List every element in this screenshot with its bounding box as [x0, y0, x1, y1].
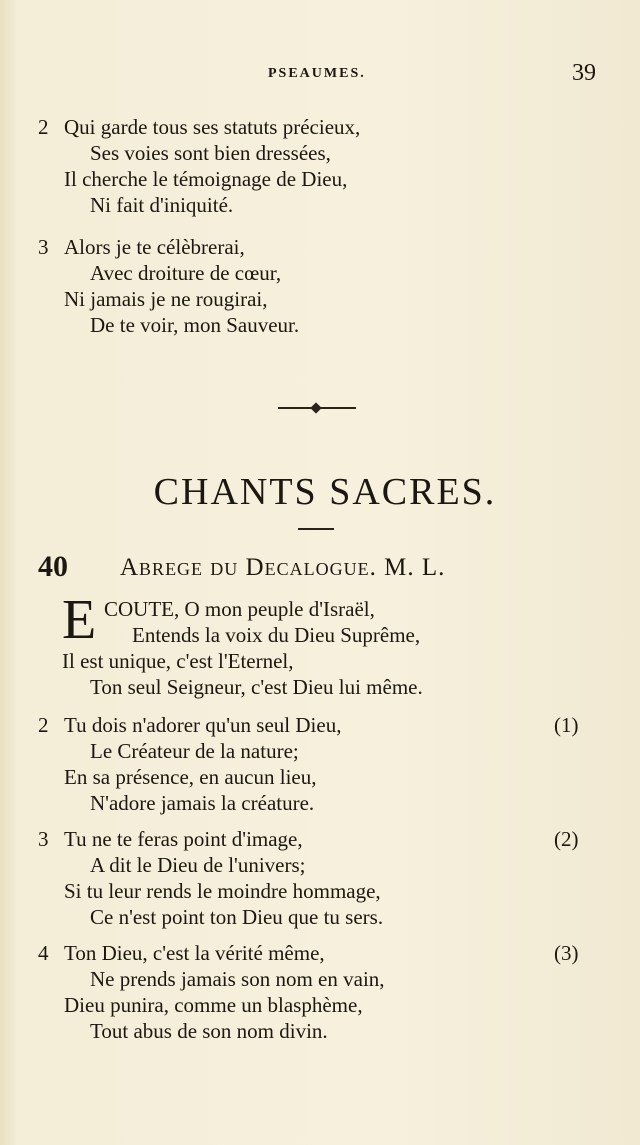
verse-line: Dieu punira, comme un blasphème, [64, 993, 363, 1017]
footnote-ref: (3) [554, 941, 579, 965]
page-number: 39 [572, 60, 596, 86]
running-head: PSEAUMES. [268, 66, 366, 81]
verse-line: Qui garde tous ses statuts précieux, [64, 115, 361, 139]
verse-line: Tu dois n'adorer qu'un seul Dieu, [64, 713, 342, 737]
verse-line: Ce n'est point ton Dieu que tu sers. [90, 905, 384, 929]
verse-line: Il cherche le témoignage de Dieu, [64, 167, 348, 191]
section-title: CHANTS SACRES. [153, 471, 497, 513]
verse-line: Ses voies sont bien dressées, [90, 141, 331, 165]
rule-ornament [310, 402, 321, 413]
verse-line: Alors je te célèbrerai, [64, 235, 245, 259]
verse-line: Ton Dieu, c'est la vérité même, [64, 941, 325, 965]
footnote-ref: (2) [554, 827, 579, 851]
verse-line: Entends la voix du Dieu Suprême, [132, 623, 421, 647]
verse-line: Avec droiture de cœur, [90, 261, 282, 285]
verse-line: Tu ne te feras point d'image, [64, 827, 303, 851]
stanza-number: 3 [38, 827, 49, 851]
section-rule [298, 528, 334, 530]
verse-line: N'adore jamais la créature. [90, 791, 315, 815]
psalm-stanza [38, 234, 299, 338]
verse-line: Il est unique, c'est l'Eternel, [62, 649, 294, 673]
hymn-stanza-first [62, 589, 423, 700]
stanza-number: 3 [38, 235, 49, 259]
verse-line: Si tu leur rends le moindre hommage, [64, 879, 381, 903]
stanza-number: 2 [38, 115, 49, 139]
verse-line: COUTE, O mon peuple d'Israël, [104, 597, 375, 621]
verse-line: Tout abus de son nom divin. [90, 1019, 328, 1043]
footnote-ref: (1) [554, 713, 579, 737]
verse-line: Ni fait d'iniquité. [90, 193, 234, 217]
verse-line: De te voir, mon Sauveur. [90, 313, 300, 337]
hymn-number: 40 [38, 550, 68, 583]
hymn-stanza [38, 940, 579, 1044]
hymn-title: Abrege du Decalogue. M. L. [120, 554, 446, 581]
psalm-stanza [38, 114, 360, 218]
verse-line: En sa présence, en aucun lieu, [64, 765, 317, 789]
hymn-stanza [38, 826, 579, 930]
verse-line: A dit le Dieu de l'univers; [90, 853, 306, 877]
verse-line: Le Créateur de la nature; [90, 739, 299, 763]
hymn-stanza [38, 712, 579, 816]
stanza-number: 2 [38, 713, 49, 737]
verse-line: Ton seul Seigneur, c'est Dieu lui même. [90, 675, 423, 699]
stanza-number: 4 [38, 941, 49, 965]
verse-line: Ni jamais je ne rougirai, [64, 287, 268, 311]
verse-line: Ne prends jamais son nom en vain, [90, 967, 385, 991]
drop-cap: E [62, 589, 97, 651]
